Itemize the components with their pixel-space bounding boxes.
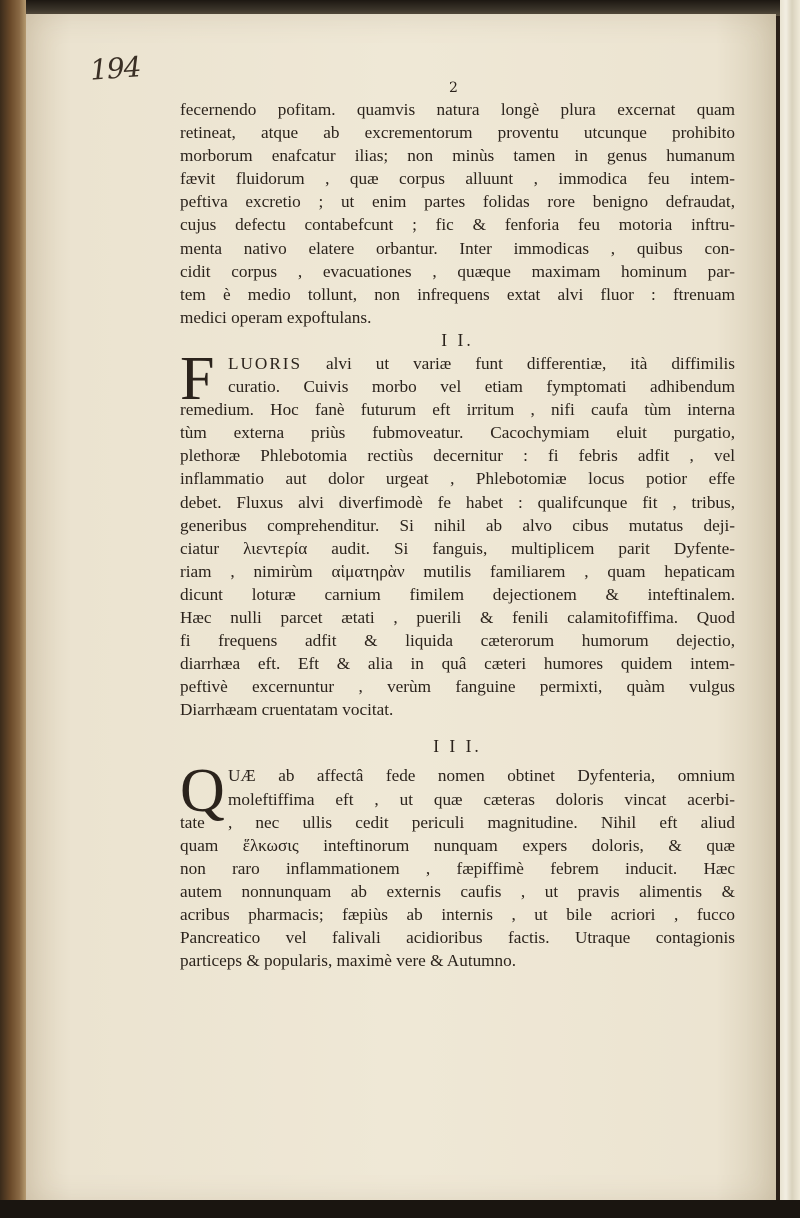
text-line: tate , nec ullis cedit periculi magnitudine. Nihil eft aliud	[180, 812, 735, 832]
text-line: peftiva excretio ; ut enim partes folidas rore benigno defraudat,	[180, 192, 735, 212]
text-line: Hæc nulli parcet ætati , puerili & fenili calamitofiffima. Quod	[180, 607, 735, 627]
paragraph-2	[180, 344, 735, 722]
text-line: peftivè excernuntur , verùm fanguine permixti, quàm vulgus	[180, 677, 735, 697]
text-line: cidit corpus , evacuationes , quæque maximam hominum par-	[180, 261, 735, 281]
text-line: riam , nimirùm αἱματηρὰν mutilis familiarem , quam hepaticam	[180, 561, 735, 581]
text-line: curatio. Cuivis morbo vel etiam fymptomati adhibendum	[228, 377, 735, 397]
text-line: moleftiffima eft , ut quæ cæteras doloris vincat acerbi-	[228, 789, 735, 809]
text-segment: ab affectâ fede nomen obtinet Dyfenteria, omnium	[255, 766, 735, 786]
text-line: generibus comprehenditur. Si nihil ab alvo cibus mutatus deji-	[180, 515, 735, 535]
text-line: Pancreatico vel falivali acidioribus factis. Utraque contagionis	[180, 928, 735, 948]
page-text	[180, 98, 735, 972]
signature-mark: 2	[449, 80, 458, 96]
paragraph-1	[180, 98, 735, 329]
drop-cap-initial: Q	[180, 757, 225, 826]
text-line: cujus defectu contabefcunt ; fic & fenforia feu motoria inftru-	[180, 215, 735, 235]
text-line: fi frequens adfit & liquida cæterorum humorum dejectio,	[180, 631, 735, 651]
text-line: inflammatio aut dolor urgeat , Phlebotomiæ locus potior effe	[180, 469, 735, 489]
text-line: menta nativo elatere orbantur. Inter immodicas , quibus con-	[180, 238, 735, 258]
first-word-small-caps: LUORIS	[228, 353, 303, 373]
text-line: tùm externa priùs fubmoveatur. Cacochymiam eluit purgatio,	[180, 423, 735, 443]
text-line: quam ἕλκωσις inteftinorum nunquam expers doloris, & quæ	[180, 835, 735, 855]
text-line	[180, 764, 735, 787]
first-word: UÆ	[228, 766, 256, 786]
text-line: diarrhæa eft. Eft & alia in quâ cæteri humores quidem intem-	[180, 654, 735, 674]
text-line: retineat, atque ab excrementorum proventu utcunque prohibito	[180, 123, 735, 143]
text-line: debet. Fluxus alvi diverfimodè fe habet : qualifcunque fit , tribus,	[180, 492, 735, 512]
book-bottom-edge	[0, 1200, 800, 1218]
paragraph-3	[180, 757, 735, 972]
text-line: ciatur λιεντερία audit. Si fanguis, multiplicem parit Dyfente-	[180, 538, 735, 558]
section-heading-3: I I I.	[433, 736, 482, 757]
text-line: autem nonnunquam ab externis caufis , ut pravis alimentis &	[180, 881, 735, 901]
text-line: remedium. Hoc fanè futurum eft irritum , nifi caufa tùm interna	[180, 400, 735, 420]
section-heading-2: I I.	[441, 329, 474, 350]
text-line: acribus pharmacis; fæpiùs ab internis , ut bile acriori , fucco	[180, 905, 735, 924]
text-line: fævit fluidorum , quæ corpus alluunt , immodica feu intem-	[180, 169, 735, 189]
text-line: morborum enafcatur ilias; non minùs tamen in genus humanum	[180, 146, 735, 166]
text-line: non raro inflammationem , fæpiffimè febrem inducit. Hæc	[180, 858, 735, 878]
text-line	[180, 352, 735, 375]
text-segment: alvi ut variæ funt differentiæ, ità diffimilis	[302, 353, 735, 373]
text-line: Diarrhæam cruentatam vocitat.	[180, 700, 394, 720]
text-line: particeps & popularis, maximè vere & Autumno.	[180, 951, 517, 971]
handwritten-folio-number: 194	[88, 50, 142, 87]
drop-cap-initial: F	[180, 344, 215, 413]
book-binding	[0, 0, 26, 1218]
text-line: dicunt loturæ carnium fimilem dejectionem & inteftinalem.	[180, 584, 735, 604]
page-edges	[780, 0, 800, 1218]
text-line: medici operam expoftulans.	[180, 307, 372, 327]
text-line: tem è medio tollunt, non infrequens extat alvi fluor : ftrenuam	[180, 284, 735, 304]
text-line: plethoræ Phlebotomia rectiùs decernitur : fi febris adfit , vel	[180, 446, 735, 466]
text-line: fecernendo pofitam. quamvis natura longè plura excernat quam	[180, 100, 735, 119]
